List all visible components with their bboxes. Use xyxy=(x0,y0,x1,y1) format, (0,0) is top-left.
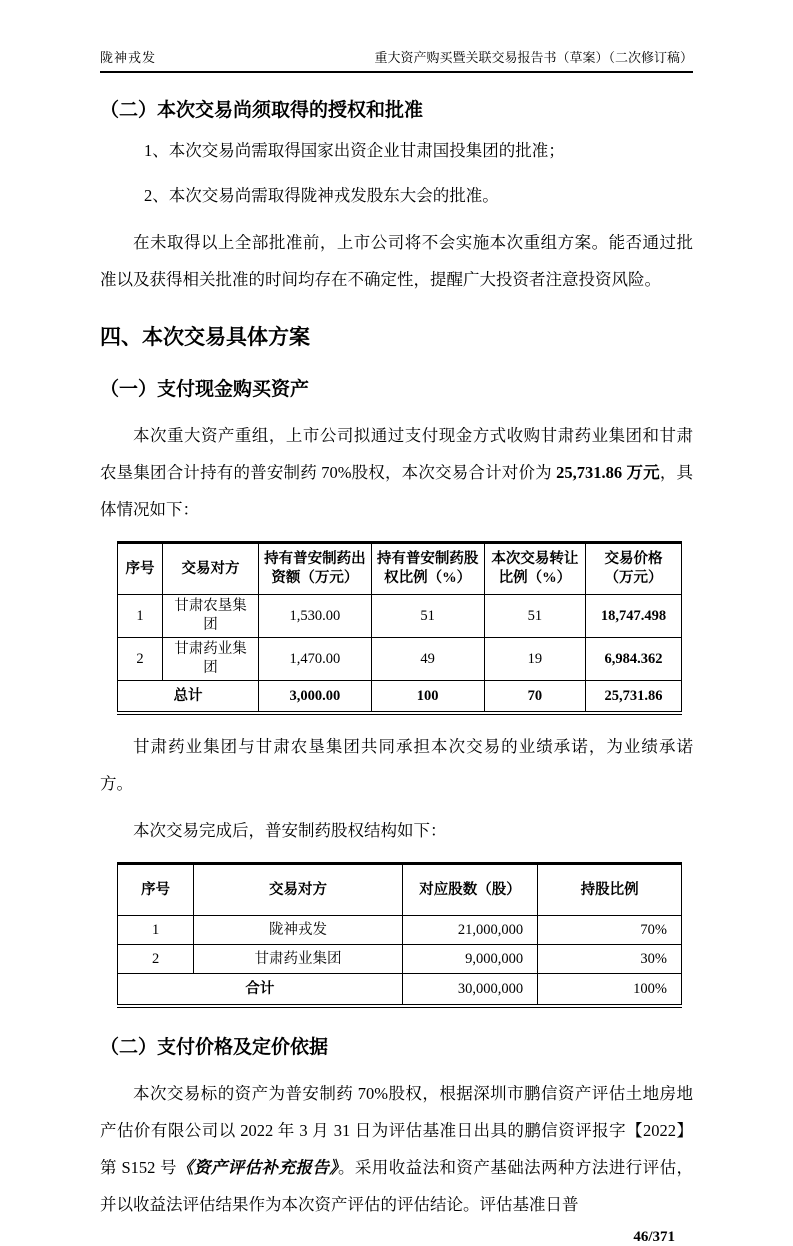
table-total-row xyxy=(118,974,682,1007)
table-cell: 70 xyxy=(484,681,586,714)
section-heading-transaction-plan: 四、本次交易具体方案 xyxy=(100,326,310,349)
table-cell: 甘肃药业集团 xyxy=(194,945,403,974)
table-cell: 甘肃农垦集团 xyxy=(163,595,259,638)
table-cell: 21,000,000 xyxy=(402,916,537,945)
table-cell: 49 xyxy=(371,638,484,681)
page-number: 46/371 xyxy=(633,1229,675,1245)
table-header-cell: 交易对方 xyxy=(194,864,403,916)
table-cell: 70% xyxy=(538,916,682,945)
table-header-cell: 序号 xyxy=(118,543,163,595)
section-heading-pricing-basis: （二）支付价格及定价依据 xyxy=(100,1037,329,1058)
table-header-cell: 本次交易转让比例（%） xyxy=(484,543,586,595)
cash-purchase-paragraph xyxy=(100,417,693,528)
table-header-cell: 交易对方 xyxy=(163,543,259,595)
pricing-text-pre: 本次交易标的资产为普安制药 70%股权，根据深圳市鹏信资产评估土地房地产估价有限公司以 2022 年 3 月 31 日为评估基准日出具的鹏信资评报字【2022】第 S152 号 xyxy=(100,1084,693,1177)
appraisal-report-title: 《资产评估补充报告》 xyxy=(176,1158,338,1177)
table-header-cell: 对应股数（股） xyxy=(402,864,537,916)
table-cell: 51 xyxy=(371,595,484,638)
equity-transfer-table xyxy=(117,541,682,715)
table-cell: 1 xyxy=(118,916,194,945)
section-heading-cash-purchase: （一）支付现金购买资产 xyxy=(100,379,310,400)
page-header xyxy=(100,50,693,73)
table-cell: 甘肃药业集团 xyxy=(163,638,259,681)
table-cell: 100% xyxy=(538,974,682,1007)
table-cell: 2 xyxy=(118,945,194,974)
table-header-row xyxy=(118,543,682,595)
table-cell: 6,984.362 xyxy=(586,638,682,681)
table-cell: 30% xyxy=(538,945,682,974)
approval-list-item-1: 1、本次交易尚需取得国家出资企业甘肃国投集团的批准； xyxy=(144,141,565,160)
approval-list-item-2: 2、本次交易尚需取得陇神戎发股东大会的批准。 xyxy=(144,186,499,205)
cash-purchase-text-post: ，具体情况如下： xyxy=(100,463,694,519)
total-consideration-value: 25,731.86 万元 xyxy=(556,463,660,482)
cash-purchase-text-pre: 本次重大资产重组，上市公司拟通过支付现金方式收购甘肃药业集团和甘肃农垦集团合计持有的普安制药 70%股权，本次交易合计对价为 xyxy=(100,426,693,482)
section-heading-approvals: （二）本次交易尚须取得的授权和批准 xyxy=(100,100,424,121)
pricing-basis-paragraph xyxy=(100,1075,693,1223)
table-row xyxy=(118,945,682,974)
table-row xyxy=(118,595,682,638)
table-header-cell: 序号 xyxy=(118,864,194,916)
table-cell: 30,000,000 xyxy=(402,974,537,1007)
table-header-cell: 持有普安制药股权比例（%） xyxy=(371,543,484,595)
table-cell: 51 xyxy=(484,595,586,638)
table-cell: 陇神戎发 xyxy=(194,916,403,945)
table-cell: 1,470.00 xyxy=(258,638,371,681)
table-header-cell: 持股比例 xyxy=(538,864,682,916)
pricing-text-post: 。采用收益法和资产基础法两种方法进行评估，并以收益法评估结果作为本次资产评估的评估结论。评估基准日普 xyxy=(100,1158,694,1214)
table-cell: 25,731.86 xyxy=(586,681,682,714)
header-report-title: 重大资产购买暨关联交易报告书（草案）（二次修订稿） xyxy=(374,50,693,65)
approval-risk-paragraph: 在未取得以上全部批准前，上市公司将不会实施本次重组方案。能否通过批准以及获得相关批准的时间均存在不确定性，提醒广大投资者注意投资风险。 xyxy=(100,233,693,289)
performance-commitment-paragraph: 甘肃药业集团与甘肃农垦集团共同承担本次交易的业绩承诺，为业绩承诺方。 xyxy=(100,737,693,793)
post-transaction-intro-paragraph: 本次交易完成后，普安制药股权结构如下： xyxy=(133,821,447,840)
header-company-name: 陇神戎发 xyxy=(100,50,157,65)
table-header-row xyxy=(118,864,682,916)
table-cell: 100 xyxy=(371,681,484,714)
table-header-cell: 持有普安制药出资额（万元） xyxy=(258,543,371,595)
table-cell: 1,530.00 xyxy=(258,595,371,638)
table-row xyxy=(118,638,682,681)
table-cell: 18,747.498 xyxy=(586,595,682,638)
table-cell: 19 xyxy=(484,638,586,681)
post-transaction-shareholding-table xyxy=(117,862,682,1008)
table-cell: 3,000.00 xyxy=(258,681,371,714)
table-cell: 1 xyxy=(118,595,163,638)
table-cell: 9,000,000 xyxy=(402,945,537,974)
table-cell: 合计 xyxy=(118,974,403,1007)
table-cell: 总计 xyxy=(118,681,259,714)
table-header-cell: 交易价格（万元） xyxy=(586,543,682,595)
table-total-row xyxy=(118,681,682,714)
table-cell: 2 xyxy=(118,638,163,681)
table-row xyxy=(118,916,682,945)
